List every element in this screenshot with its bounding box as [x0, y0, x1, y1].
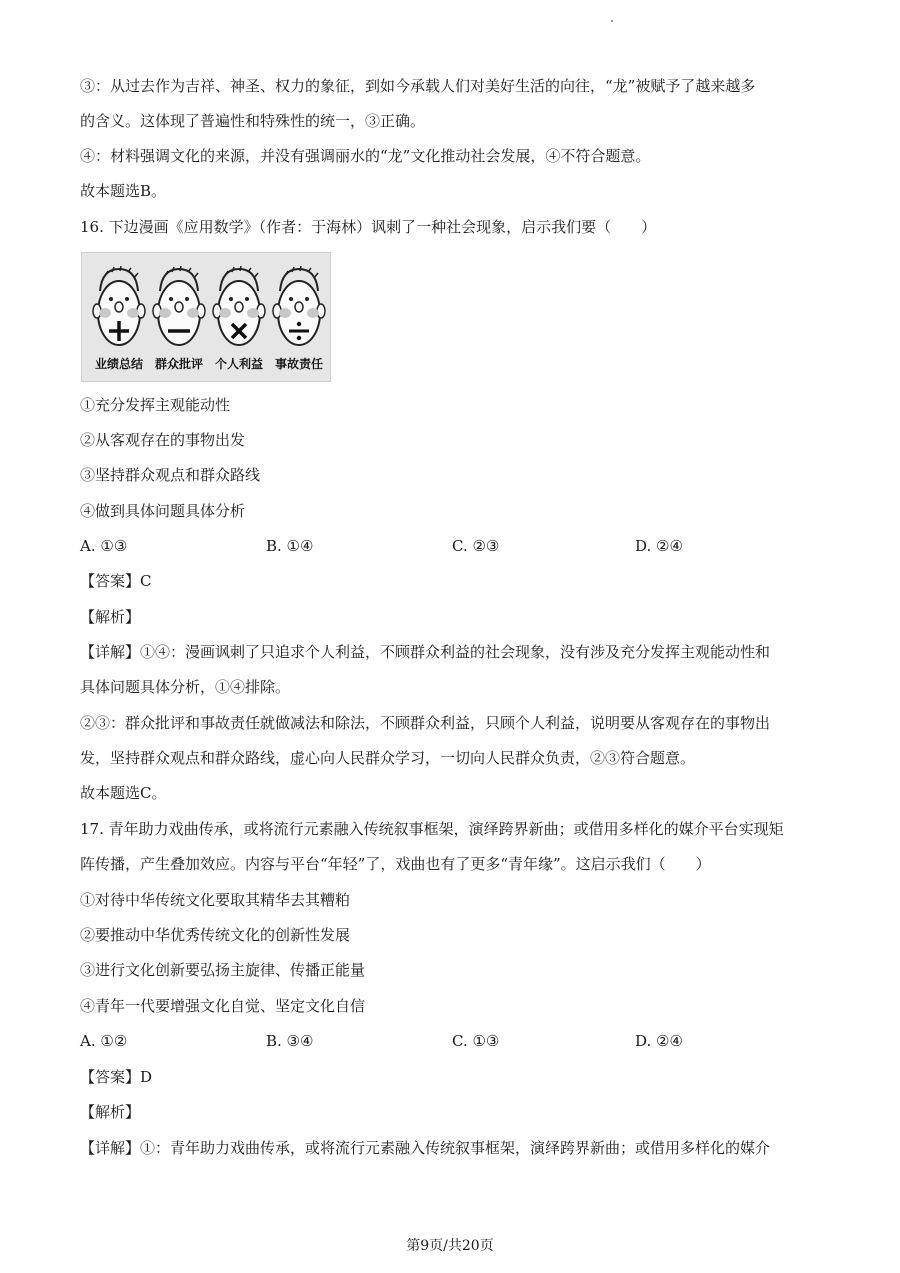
cartoon-caption: 事故责任 [274, 357, 323, 371]
cartoon-face-divide [270, 263, 328, 375]
cartoon-caption: 群众批评 [154, 357, 203, 371]
text-line: 故本题选B。 [80, 182, 167, 200]
text-line: ③：从过去作为吉祥、神圣、权力的象征，到如今承载人们对美好生活的向往，“龙”被赋予了越来越多 [80, 77, 756, 95]
face-icon [150, 263, 208, 353]
answer-options [80, 1031, 825, 1051]
option-item: ④青年一代要增强文化自觉、坚定文化自信 [80, 997, 366, 1015]
text-line: ④：材料强调文化的来源，并没有强调丽水的“龙”文化推动社会发展，④不符合题意。 [80, 147, 651, 165]
answer-label: 【答案】C [80, 572, 152, 590]
answer-label: 【答案】D [80, 1068, 153, 1086]
face-icon [210, 263, 268, 353]
option-item: ②从客观存在的事物出发 [80, 431, 246, 449]
option-d: D. ②④ [635, 537, 683, 555]
detail-text: 【详解】①④：漫画讽刺了只追求个人利益，不顾群众利益的社会现象，没有涉及充分发挥主观能动性和 [80, 643, 771, 661]
option-a: A. ①② [80, 1032, 128, 1050]
option-item: ①充分发挥主观能动性 [80, 396, 231, 414]
option-b: B. ③④ [266, 1032, 314, 1050]
detail-text: 【详解】①：青年助力戏曲传承，或将流行元素融入传统叙事框架，演绎跨界新曲；或借用多样化的媒介 [80, 1139, 771, 1157]
question-17-stem: 17. 青年助力戏曲传承，或将流行元素融入传统叙事框架，演绎跨界新曲；或借用多样化的媒介平台实现矩 [80, 820, 784, 838]
option-item: ①对待中华传统文化要取其精华去其糟粕 [80, 891, 351, 909]
option-item: ④做到具体问题具体分析 [80, 502, 246, 520]
cartoon-face-plus [90, 263, 148, 375]
option-item: ③坚持群众观点和群众路线 [80, 466, 261, 484]
option-item: ②要推动中华优秀传统文化的创新性发展 [80, 926, 351, 944]
option-c: C. ①③ [452, 1032, 500, 1050]
face-icon [270, 263, 328, 353]
conclusion-text: 故本题选C。 [80, 784, 167, 802]
text-line: 的含义。这体现了普遍性和特殊性的统一，③正确。 [80, 112, 426, 130]
option-b: B. ①④ [266, 537, 314, 555]
cartoon-caption: 个人利益 [214, 357, 263, 371]
cartoon-face-multiply [210, 263, 268, 375]
analysis-label: 【解析】 [80, 608, 141, 626]
question-16-stem: 16. 下边漫画《应用数学》（作者：于海林）讽刺了一种社会现象，启示我们要（ ） [80, 218, 657, 236]
analysis-label: 【解析】 [80, 1103, 141, 1121]
cartoon-caption: 业绩总结 [94, 357, 143, 371]
answer-options [80, 536, 825, 556]
detail-text: 发，坚持群众观点和群众路线，虚心向人民群众学习，一切向人民群众负责，②③符合题意。 [80, 749, 696, 767]
page-number: 第9页/共20页 [406, 1238, 494, 1254]
question-17-stem: 阵传播，产生叠加效应。内容与平台“年轻”了，戏曲也有了更多“青年缘”。这启示我们（ ） [80, 855, 711, 873]
detail-text: ②③：群众批评和事故责任就做减法和除法，不顾群众利益，只顾个人利益，说明要从客观存在的事物出 [80, 714, 771, 732]
scan-dot [611, 20, 613, 22]
detail-text: 具体问题具体分析，①④排除。 [80, 678, 291, 696]
cartoon-face-minus [150, 263, 208, 375]
cartoon-applied-math [81, 252, 331, 382]
option-d: D. ②④ [635, 1032, 683, 1050]
option-c: C. ②③ [452, 537, 500, 555]
option-a: A. ①③ [80, 537, 128, 555]
option-item: ③进行文化创新要弘扬主旋律、传播正能量 [80, 961, 366, 979]
face-icon [90, 263, 148, 353]
